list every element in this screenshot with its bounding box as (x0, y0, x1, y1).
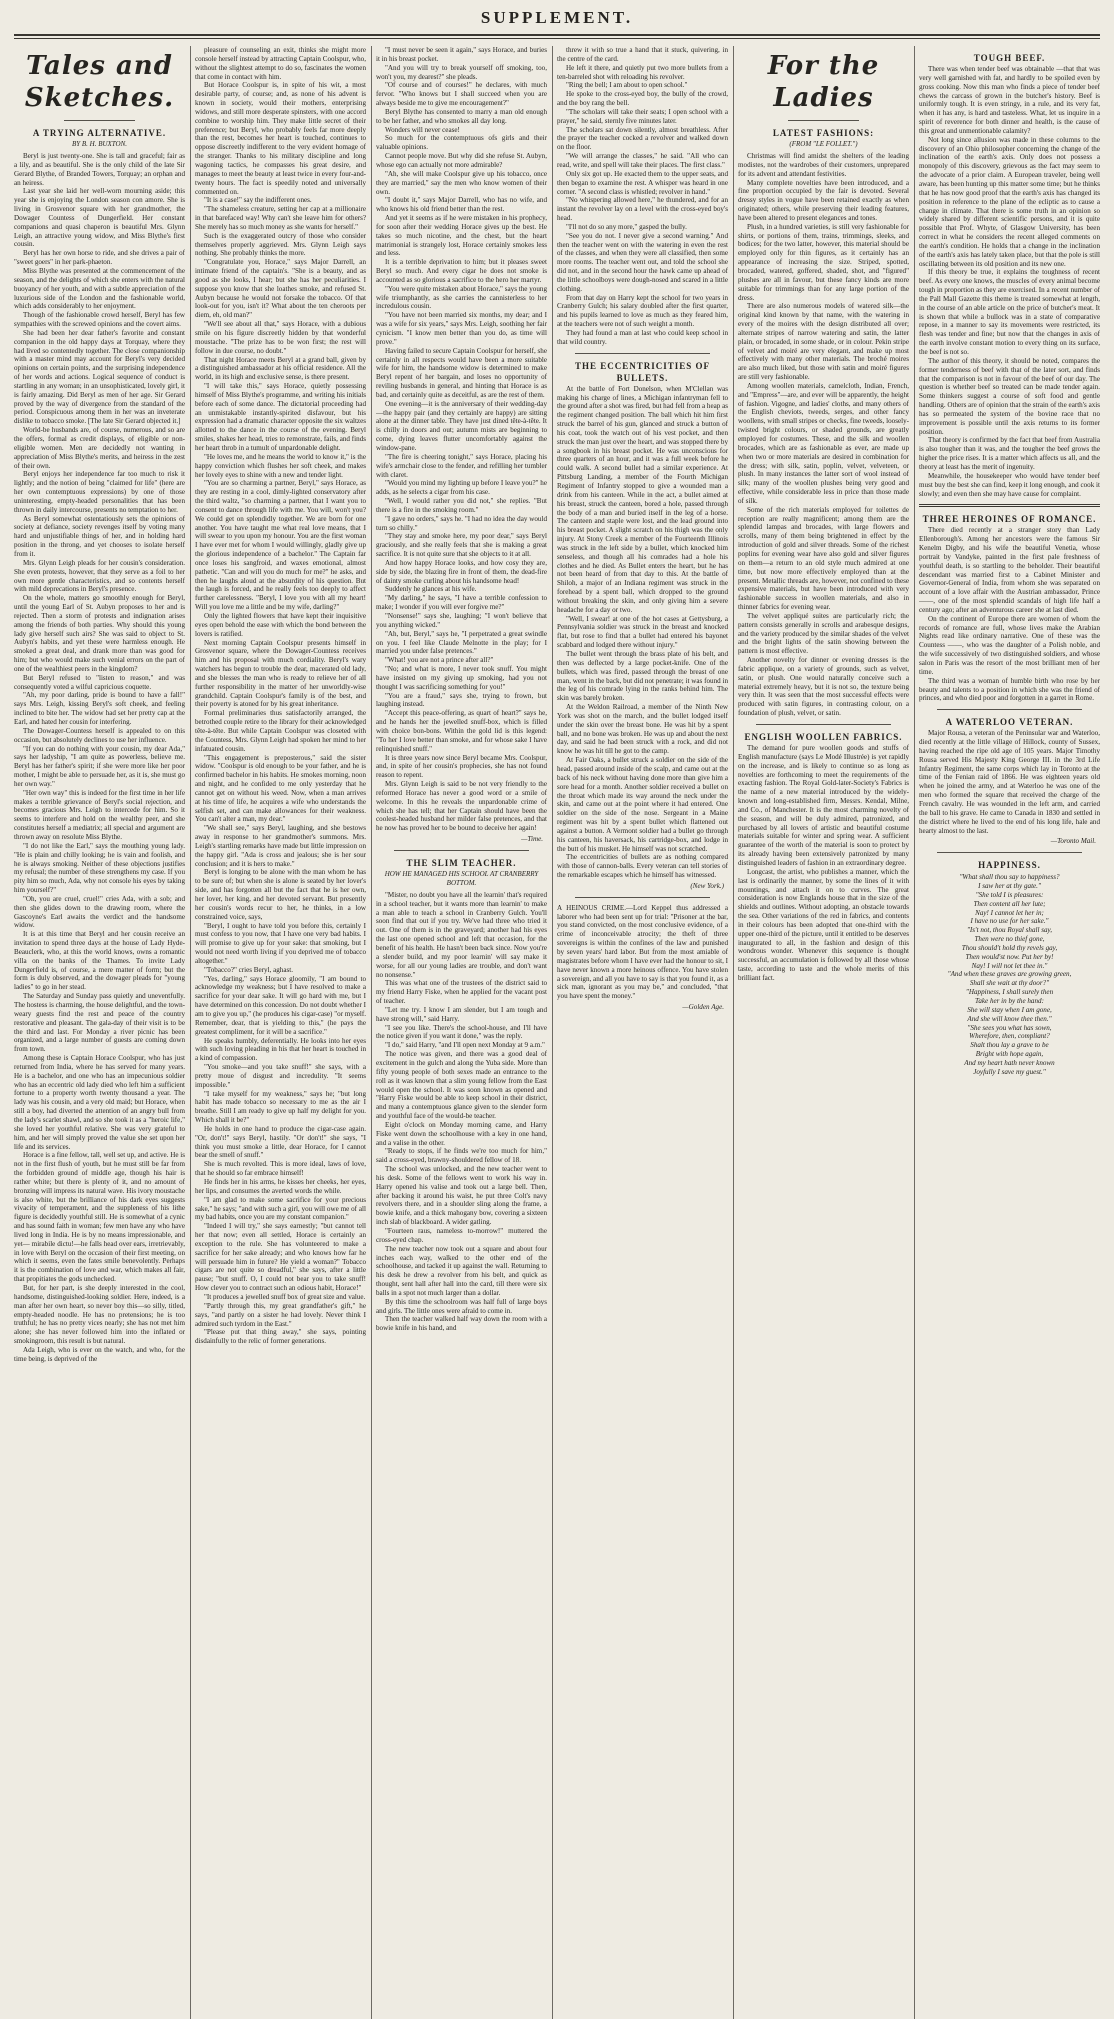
paragraph: Plush, in a hundred varieties, is still very fashionable for shirts, or portions of them, trains, trimmings, sleeks, and bodices; for the two latter, however, this material should be employed only for thin figures, as it certainly has an appearance of increasing the size. Striped, spotted, brocaded, watered, goffered, shaded, shot, and "figured" plushes are all in favour, but these fancy kinds are more suitable for trimmings than for any large portion of the dress. (738, 222, 909, 302)
column-divider (914, 46, 915, 2019)
paragraph: "I do not like the Earl," says the mouthing young lady. "He is plain and chilly looking; he is vain and foolish, and he is always smoking. Neither of these objections justifies my refusal; the number of these strengthens my case. If you pity him so much, Ada, why not console his eyes by taking him yourself?" (14, 841, 185, 895)
paragraph: But Beryl refused to "listen to reason," and was consequently voted a wilful capricious coquette. (14, 673, 185, 691)
column-2 (195, 46, 366, 2019)
paragraph: Only six got up. He exacted them to the upper seats, and then began to examine the rest. A whisper was heard in one corner. "A second class is whistled; revolver in hand." (557, 169, 728, 196)
paragraph: "You are so charming a partner, Beryl," says Horace, as they are resting in a cool, dimly-lighted conservatory after the third waltz, "so charming a partner, that I want you to consent to dance through life with me. You will, won't you? We could get on splendidly together. We are born for one another. You have taught me what real love means, that I will swear to you upon my honour. You are the first woman I have ever met for whom I would willingly, gladly give up the glorious independence of a bachelor." The Captain far once loses his sangfroid, and waxes emotional, almost pathetic. "Can and will you do much for me?" he asks, and then he laughs aloud at the absurdity of his question. But the laugh is forced, and he really feels too deeply to affect further carelessness. "Beryl, I love you with all my heart! Will you love me a little and be my wife, darling?" (195, 479, 366, 612)
paragraph: There died recently at a stranger story than Lady Ellenborough's. Among her ancestors were the famous Sir Kenelm Digby, and his wife the beautiful Venetia, whose portrait by Vandyke, painted in the first pale freshness of youthful death, is so startling to the beholder. Their beautiful descendant was married first to a Cabinet Minister and Governor-General of India, from whom she was separated on account of a love affair with the Austrian ambassador, Prince ——, one of the most splendid scandals of high life half a century ago; after an adventurous career she at last died. (919, 526, 1100, 614)
article-rule (937, 852, 1082, 853)
paragraph: "You were quite mistaken about Horace," says the young wife triumphantly, as she carries the cannisterless to her incredulous cousin. (376, 284, 547, 311)
paragraph: He finds her in his arms, he kisses her cheeks, her eyes, her lips, and consumes the averted words the while. (195, 1178, 366, 1195)
paragraph: And yet it seems as if he were mistaken in his prophecy, for soon after their wedding Horace gives up the best. He takes so much nicotine, and the chest, but the heart matrimonial is strangely lost, Horace certainly smokes less and less. (376, 214, 547, 258)
article-source: (FROM "LE FOLLET.") (789, 140, 858, 148)
poem-line: Nay! I will not let thee in." (971, 961, 1048, 970)
paragraph: One evening—it is the anniversary of their wedding-day—the happy pair (and they certainly are happy) are sitting alone at the dinner table. They have just dined tête-à-tête. It is chilly in doors and out; autumn mists are beginning to come, dying leaves flutter uncomfortably against the window-pane. (376, 399, 547, 452)
paragraph: "And you will try to break yourself off smoking, too, won't you, my dearest?" she pleads. (376, 63, 547, 81)
article-body-slim-teacher-end (557, 46, 728, 347)
poem-line: Then were no thief gone, (974, 935, 1045, 944)
paragraph: "The scholars will take their seats; I open school with a prayer," he said, sternly five minutes later. (557, 107, 728, 125)
paragraph: It is three years now since Beryl became Mrs. Coolspur, and, in spite of her cousin's prophecies, she has not found reason to repent. (376, 753, 547, 780)
paragraph: "Please put that thing away," she says, pointing disdainfully to the relic of former generations. (195, 1328, 366, 1346)
article-title-veteran: A WATERLOO VETERAN. (945, 717, 1074, 728)
column-divider (733, 46, 734, 2019)
article-title-bullets: THE ECCENTRICITIES OF BULLETS. (574, 360, 711, 383)
paragraph: "You have not been married six months, my dear; and I was a wife for six years," says Mrs. Leigh, soothing her fair cynicism. "I know men better than you do, as time will prove." (376, 311, 547, 346)
paragraph: "Ring the bell; I am about to open school." (566, 81, 688, 90)
paragraph: "They stay and smoke here, my poor dear," says Beryl graciously, and she really feels that she is making a great sacrifice. It is not quite sure that she objects to it at all. (376, 532, 547, 559)
paragraph: The eccentricities of bullets are as nothing compared with those of cannon-balls. Every veteran can tell stories of the remarkable escapes which he himself has witnessed. (557, 853, 728, 880)
paragraph: "Tobacco?" cries Beryl, aghast. (204, 965, 294, 974)
article-rule (575, 897, 710, 898)
paragraph: That night Horace meets Beryl at a grand ball, given by a distinguished ambassador at his official residence. All the world, in its high and exclusive sense, is there present. (195, 355, 366, 382)
paragraph: "Yes, darling," says Horace gloomily, "I am bound to acknowledge my weakness; but I have resolved to make a sacrifice for your dear sake. It will go hard with me, but I have determined on this concession. Do not doubt whether I am to give you up," (he produces his cigar-case) "or myself. Remember, dear, that is yielding to this," (he pays the greatest compliment, for it will be a sacrifice." (195, 974, 366, 1036)
poem-line: Wherefore, then, compliant? (969, 1032, 1050, 1041)
page-header (0, 0, 1114, 46)
paragraph: Last year she laid her well-worn mourning aside; this year she is enjoying the London season con amore. She is living in Grosvenor square with her grandmother, the Dowager Countess of Dungerfield. Her constant companions and quasi chaperon is beautiful Mrs. Glynn Leigh, an attractive young widow, and Miss Blythe's first cousin. (14, 187, 185, 249)
paragraph: "I do," said Harry, "and I'll open next Monday at 9 a.m." (385, 1041, 545, 1050)
article-body-heroines (919, 526, 1100, 703)
paragraph: Beryl Blythe has consented to marry a man old enough to be her father, and who smokes all day long. (376, 107, 547, 125)
paragraph: He holds in one hand to produce the cigar-case again. "Or, don't!" says Beryl, hastily. "Or don't!" she says, "I think you must smoke a little, dear Horace, for I cannot bear the smell of snuff." (195, 1124, 366, 1160)
article-rule (575, 353, 710, 354)
filler-heinous-crime: A HEINOUS CRIME.—Lord Keppel thus addressed a laborer who had been sent up for trial: "Prisoner at the bar, you stand convicted, on the most conclusive evidence, of a crime of inconceivable atrocity; the theft of three sovereigns is within the confines of the law and punished by seven years' hard labor. But from the most amiable of magistrates before whom I have ever had the honour to sit, I have never known a more heinous offence. You have stolen a sovereign, and all you have to say is that you found it, as a sick man, ignorant as you may be," and concluded, "that you have spent the money." (557, 903, 728, 1001)
article-body-woollen (738, 744, 909, 983)
article-attribution: —Toronto Mail. (1050, 837, 1096, 846)
paragraph: It is a terrible deprivation to him; but it pleases sweet Beryl so much. And every cigar he does not smoke is accounted as so glorious a sacrifice to the hero her martyr. (376, 258, 547, 284)
column-divider (371, 46, 372, 2019)
poem-line: "What shall thou say to happiness? (959, 873, 1060, 882)
paragraph: He spoke to the cross-eyed boy, the bully of the crowd, and the boy rang the bell. (557, 90, 728, 108)
paragraph: "This engagement is preposterous," said the sister widow. "Coolspur is old enough to be your father, and he is confirmed bachelor in his habits. He smokes morning, noon and night, and he confided to me only yesterday that he cannot get on without his weed. Now, when a man arrives at his time of life, he acquires a wife who understands the selfish set, and can make allowances for their weakness. You can't alter a man, my dear." (195, 753, 366, 824)
poem-line: "And when these graves are growing green, (947, 970, 1072, 979)
paragraph: Beryl enjoys her independence far too much to risk it lightly; and the notion of being "claimed for life" (here are her own contemptuous expressions) by one of those uninteresting, empty-headed personalities that has been thrown in daily intercourse, presents no temptation to her. (14, 470, 185, 514)
paragraph: "I will take this," says Horace, quietly possessing himself of Miss Blythe's programme, and writing his initials before each of some dance. The dictatorial proceeding had an unmistakable instantly-spirited disfavour, but his expression had a dramatic character opposite the six waltzes allotted to the dance in the course of the evening. Beryl smiles, shakes her head, tries to remonstrate, fails, and finds her heart throb in a tumult of unpardonable delight. (195, 382, 366, 452)
paragraph: If this theory be true, it explains the toughness of recent beef. As every one knows, the muscles of every animal become tough in proportion as they are exercised. In a recent number of the Pall Mall Gazette this theme is treated somewhat at length, in the course of an able article on the price of butcher's meat. It is shown that while a bullock was in a state of comparative repose, in a manner to say its movements were restricted, its flesh was tender and fine; but now that the changes in axis of the earth involve constant motion to every thing on its surface, the beef is not so. (919, 268, 1100, 356)
paragraph: She had been her dear father's favorite and constant companion in the old happy days at Torquay, where they had lived so contentedly together. The close companionship with a master mind may account for Beryl's very decided opinions on certain points, and the surprising independence of her words and actions. Logical sequence of conduct is startling in any woman; in an unsophisticated, lovely girl, it is fairly amazing. Did Beryl as men of her age. Sir Gerard proved by the way of divergence from the standard of the period. Conspicuous among them in her was an inveterate dislike to tobacco smoke. [The late Sir Gerard objected it.] (14, 328, 185, 426)
article-body-tough-beef (919, 65, 1100, 498)
paragraph: "Let me try. I know I am slender, but I am tough and have strong will," said Harry. (376, 1005, 547, 1023)
paragraph: He left it there, and quietly put two more bullets from a ten-barreled shot with reloading his revolver. (557, 63, 728, 81)
paragraph: This was what one of the trustees of the district said to my friend Harry Fiske, when he applied for the vacant post of teacher. (376, 979, 547, 1006)
paragraph: Some of the rich materials employed for toilettes de reception are really magnificent; among them are the splendid lampas and brocades, with large flowers and scrolls, many of them being brightened in effect by the introduction of gold and silver threads. Some of the richest poplins for evening wear have also gold and silver figures on them—a return to an old style much admired at one time, but now more effectively employed than at the present. Metallic threads are, however, not confined to these expensive materials, but have been introduced with very fashionable success in woollen materials, and also in thinner fabrics for evening wear. (738, 505, 909, 612)
paragraph: "Would you mind my lighting up before I leave you?" he adds, as he selects a cigar from his case. (376, 479, 547, 497)
story-attribution: —Time. (521, 835, 543, 844)
paragraph: Major Rousa, a veteran of the Peninsular war and Waterloo, died recently at the little village of Hillock, county of Sussex, having reached the ripe old age of 105 years. Major Timothy Rousa served His Majesty King George III. in the 3rd Life Infantry Regiment, the same corps which lay in Toronto at the time of the Fenian raid of 1866. He was eighteen years old when he joined the army, and at Waterloo he was one of the men who formed the square that received the charge of the French cavalry. He was wounded in the left arm, and carried the ball to his grave. He came to Canada in 1830 and settled in the district where he lived to the end of his long life, hale and hearty almost to the last. (919, 729, 1100, 835)
article-body-fashions (738, 152, 909, 718)
paragraph: The demand for pure woollen goods and stuffs of English manufacture (says Le Modé Illustrée) is yet rapidly on the increase, and is likely to continue so as long as novelties are forthcoming to meet the requirements of the exacting fashion. The Royal Gold-later-Society's Fabrics is the name of a new material introduced by the widely-known and long-established firm, Messrs. Kendal, Milne, and Co., of Manchester. It is the most charming novelty of the season, and will be duly admired, patronized, and purchased by all lovers of artistic and beautiful costume materials suitable for winter and spring wear. A sufficient guarantee of the worth of the material is soon to protect by its already having been extensively patronized by many distinguished leaders of fashion in an extraordinary degree. (738, 744, 909, 867)
paragraph: "Ah, she will make Coolspur give up his tobacco, once they are married," say the men who know women of their own. (376, 169, 547, 196)
paragraph: Though of the fashionable crowd herself, Beryl has few sympathies with the screwed opinions and the covert aims. (14, 311, 185, 329)
paragraph: Cannot people move. But why did she refuse St. Aubyn, whose ego can actually not more admirable? (376, 152, 547, 169)
article-title-woollen: ENGLISH WOOLLEN FABRICS. (744, 732, 903, 742)
poem-line: And she will know thee then." (967, 1014, 1052, 1023)
paragraph: The bullet went through the brass plate of his belt, and then was deflected by a large pocket-knife. One of the bullets, which was fired, passed through the breast of one man, went in the back, but did not penetrate; it was found in the leg of his comrade lying in the ranks behind him. The skin was barely broken. (557, 650, 728, 703)
paragraph: Beryl has her own horse to ride, and she drives a pair of "sweet goers" in her park-phaeton. (14, 249, 185, 267)
paragraph: On the whole, matters go smoothly enough for Beryl, until the young Earl of St. Aubyn proposes to her and is rejected. Then a storm of protests and indignation arises among the friends of both parties. Why should this young lady give herself such airs? She was said to object to St. Aubyn's habits, and yet these were harmless enough. He smoked a great deal, and drank more than was good for him; but who would make such venial errors on the part of one of the wealthiest peers in the kingdom? (14, 594, 185, 673)
paragraph: Ada Leigh, who is ever on the watch, and who, for the time being, is deprived of the (14, 1345, 185, 1363)
paragraph: Longcast, the artist, who publishes a manner, which the last is ordinarily the manner, by some the lines of it with mountings, and attach it on to curves. The great consideration is now Englands house that in the size of the shields and outlines. Without adopting, an obstacle towards the sea. Other variations of the red in fabrics, and contents in their colours has been adopted that one-third with the upper one-third of the picture, until it entitled to be deserves inaugurated to all, in the fashion and design of this wondrous wonder. Whenever this sequence is thought successful, an accumulation is followed by all those whose taste, according to taste and the whole merits of this brilliant fact. (738, 867, 909, 982)
column-divider (190, 46, 191, 2019)
poem-line: I have no use for her sake." (970, 917, 1049, 926)
paragraph: Meanwhile, the housekeeper who would have tender beef must buy the best she can find, keep it long enough, and cook it slowly; and even then she may have cause for complaint. (919, 471, 1100, 498)
story-author: BY B. H. BUXTON. (71, 140, 128, 148)
paragraph: "We will arrange the classes," he said. "All who can read, write, and spell will take their places. The first class." (557, 152, 728, 169)
poem-line: "Is't not, thou Royal shall say, (966, 926, 1053, 935)
poem-line: "She told I is pleasures: (975, 890, 1044, 899)
paragraph: Among woollen materials, camelcloth, Indian, French, and "Empress"—are, and ever will be apparently, the height of fashion. Vigogne, and ladies' cloths, and many others of the English cheviots, tweeds, serges, and other fancy woollens, with small stripes or checks, fine tweeds, loosely-twisted bright colours, or shaded grounds, are greatly employed for costumes. These, and the silk and woollen brocades, which are as fashionable as ever, are made up when two or more materials are desired in combination for the dress; with silk, satin, poplin, velvet, velveteen, or plush. In many instances the latter sort of wool instead of silk; many of the woollen plushes being very good and effective, while considerable less in price than those made of silk. (738, 381, 909, 505)
paragraph: Not long since allusion was made in these columns to the discovery of an Ohio philosopher concerning the change of the inclination of the earth's axis. Only does not possess a monopoly of this discovery, grievous as the fact may seem to the advocate of a prior claim. A European traveler, being well aware, has been hunting up this matter some time; but he thinks that he has now good proof that the earth's axis has changed its position in reference to the plane of the ecliptic as to cause a change in climate. That there is some truth in an opinion so widely shared by different scientific persons, and it is quite possible that Prof. Whyte, of Glasgow University, has been correct in what he considers the recent alleged comments on the earth's condition. He holds that a change in the inclination of the earth's axis has lately taken place, but that the pole is still oscillating between its old position and its new one. (919, 135, 1100, 268)
paragraph: "Indeed I will try," she says earnestly; "but cannot tell her that now; even all settled, Horace is certainly an exception to the rule. She has volunteered to make a sacrifice for her sake already; and who knows how far he will persuade him in future? He yield a woman?" Tobacco cigars are not quite so dreadful," she says, after a little pause; "but snuff. O, I could not bear you to take snuff! How clever you to contract such an odious habit, Horace!" (195, 1222, 366, 1293)
poem-line: Nay! I cannot let her in; (975, 908, 1044, 917)
column-6 (919, 46, 1100, 2019)
paragraph: Formal preliminaries thus satisfactorily arranged, the betrothed couple retire to the library for their acknowledged tête-à-tête. But while Captain Coolspur was closeted with the Countess, Mrs. Glynn Leigh had spoken her mind to her infatuated cousin. (195, 709, 366, 753)
poem-line: Then would'st now. Put her by! (965, 952, 1054, 961)
paragraph: Suddenly he glances at his wife. (385, 585, 477, 594)
section-title-ladies: For the Ladies (767, 51, 880, 113)
paragraph: At the battle of Fort Donelson, when M'Clellan was making his charge of lines, a Michigan infantryman fell to the ground after a shot was fired, but had fell from a heap as the regiment changed position. The ball which hit him first struck the barrel of his gun, glanced and struck a button of his coat, took the watch out of his vest pocket, and then struck the man just over the heart, and was stopped there by a songbook in his breast pocket. He was unconscious for three quarters of an hour, and it was a full week before he could walk. A second bullet had a similar experience. At Pittsburg Landing, a member of the Fourth Michigan Regiment of Infantry stopped to give a wounded man a drink from his canteen. While in the act, a bullet aimed at his breast, struck the canteen, bored a hole, passed through the body of a man and buried itself in the leg of a horse. The canteen and staple were lost, and the lead ground into his breast pocket. A slight scratch on his thigh was the only injury. At Stony Creek a member of the Fourteenth Illinois was struck in the left side by a bullet, which knocked him senseless, and though all his comrades had a hole his clothes and he died. As Bullet enters the heart, but he has not been heard of from that day to this. At the battle of Shiloh, a major of an Indiana regiment was struck in the forehead by a spent ball, which dropped to the ground without breaking the skin, and only giving him a severe headache for a day or two. (557, 384, 728, 614)
poem-line: And my heart hath never known (964, 1058, 1055, 1067)
section-title-tales: Tales and Sketches. (24, 51, 175, 113)
paragraph: Wonders will never cease! (385, 125, 460, 134)
paragraph: She is much revolted. This is more ideal, laws of love, that he should so far embrace himself! (195, 1160, 366, 1178)
column-divider (552, 46, 553, 2019)
paragraph: "No whispering allowed here," he thundered, and for an instant the revolver lay on a level with the cross-eyed boy's head. (557, 196, 728, 223)
paragraph: The author of this theory, it should be noted, compares the former tenderness of beef with that of the later sort, and finds that the comparison is not in favour of the beef of our day. The question is whether beef so treated can be made tender again. Some thinkers suggest a course of soft food and gentle handling. Others are of opinion that the strain of the earth's axis has so permeated the system of the bovine race that no improvement is possible until the axis returns to its former position. (919, 356, 1100, 436)
paragraph: Eight o'clock on Monday morning came, and Harry Fiske went down the schoolhouse with a key in one hand, and a valise in the other. (376, 1120, 547, 1147)
paragraph: "Of course and of courses!" he declares, with much fervor. "Who knows but I shall succeed when you are always beside me to give me encouragement?" (376, 81, 547, 108)
paragraph: "I am glad to make some sacrifice for your precious sake," he says; "and with such a girl, you will owe me of all my bad habits, once you are my constant companion." (195, 1195, 366, 1222)
paragraph: "I gave no orders," says he. "I had no idea the day would turn so chilly." (376, 514, 547, 532)
paragraph: "See you do not. I never give a second warning." And then the teacher went on with the watering in even the rest of the classes, and when they were all classified, then some more rooms. The teacher went out, and told the school she did not, and in the second hour the hawk came up ahead of the little schoolboys were dough-nosed and scared in a little clothing. (557, 231, 728, 293)
filler-attribution: —Golden Age. (682, 1003, 724, 1012)
paragraph: But, for her part, is she deeply interested in the cool, handsome, distinguished-looking soldier. Here, indeed, is a man after her own heart, so never boy this—so silly, titled, empty-headed noodle. He has no pretensions; he is too truthful; he has no pretty vices nearly; she has not met him alone; she has never followed him into the inflated or smokingroom, this result is but natural. (14, 1284, 185, 1346)
column-1 (14, 46, 185, 2019)
paragraph: Beryl is longing to be alone with the man whom he has to be sure of; but when she is alone is seated by her lover's side, and has forgotten all but the fact that he is her own, her lover, her king, and her devoted servant. But presently her cousin's words recur to her, he thinks, in a low constrained voice, says, (195, 868, 366, 921)
paragraph: "My darling," he says, "I have a terrible confession to make; I wonder if you will ever forgive me?" (376, 594, 547, 612)
poem-line: She will stay when I am gone, (967, 1005, 1052, 1014)
paragraph: The third was a woman of humble birth who rose by her beauty and talents to a position in which she was the friend of princes, and who died poor and forgotten in a garret in Rome. (919, 676, 1100, 703)
section-rule (788, 120, 859, 121)
paragraph: The Dowager-Countess herself is appealed to on this occasion, but absolutely declines to use her influence. (14, 726, 185, 744)
article-title-slim-teacher: THE SLIM TEACHER. (406, 857, 517, 868)
column-5 (738, 46, 909, 2019)
paragraph: "Well, I swear! at one of the hot cases at Gettysburg, a Pennsylvania soldier was struck in the breast and knocked flat, but rose to find that a bullet had entered his bayonet scabbard and lodged there without injury." (557, 614, 728, 650)
paragraph: Mrs. Glynn Leigh pleads for her cousin's consideration. She even protests, however, that they serve as a foil to her own more gentle characteristics, and so contents herself with mild deprecations in Beryl's presence. (14, 558, 185, 594)
article-rule-double (919, 504, 1100, 507)
poem-line: Then content all her lute; (973, 899, 1046, 908)
paragraph: "Congratulate you, Horace," says Major Darrell, an intimate friend of the captain's. "She is a beauty, and as good as she looks, I hear; but she has her peculiarities. I suppose you know that she loathes smoke, and refused St. Aubyn because he would not forsake the tobacco. Of that look-out for you, isn't it? What about the ten cheroots per diem, eh, old man?" (195, 258, 366, 320)
paragraph: "I take myself for my weakness," says he; "but long habit has made tobacco so necessary to me as the air I breathe. Still I am ready to give up half my delight for you. Which shall it be?" (195, 1089, 366, 1125)
paragraph: "We'll see about all that," says Horace, with a dubious smile on his figure discreetly hidden by that wonderful moustache. "The prize has to be won first; the rest will follow in due course, no doubt." (195, 320, 366, 355)
article-title-fashions: LATEST FASHIONS: (772, 128, 875, 138)
paragraph: "If you can do nothing with your cousin, my dear Ada," says her ladyship, "I am quite as powerless, believe me. Beryl has her father's spirit; if she were more like her poor mother, I might be able to persuade her, as it is, she must go her own way." (14, 744, 185, 788)
header-rule (14, 34, 1100, 36)
paragraph: On the continent of Europe there are women of whom the records of romance are full, whose lives make the Arabian Nights read like ordinary narrative. One of these was the Countess ——, who was the daughter of a Polish noble, and the wife successively of two distinguished soldiers, and whose salon in Paris was the resort of the most brilliant men of her time. (919, 614, 1100, 676)
paragraph: Then the teacher walked half way down the room with a bowie knife in his hand, and (376, 1315, 547, 1333)
poem-line: I saw her at thy gate." (978, 882, 1041, 891)
paragraph: There was when tender beef was obtainable —that that was very well garnished with fat, and hardly to be spoiled even by gross cooking. Now this man who finds a piece of tender beef chews the carcass of grown in the butcher's history. Beef is uniformly tough. It is even stringy, in a rule, and its very fat, when it has any, is hard and tasteless. What, let us inquire in a spirit of reverence for both dinner and health, is the cause of this great and unmentionable calamity? (919, 65, 1100, 135)
paragraph: He speaks humbly, deferentially. He looks into her eyes with such loving pleading in his that her heart is touched in a kind of compassion. (195, 1036, 366, 1063)
paragraph: World-be husbands are, of course, numerous, and so are the offers, formal as credit displays, of eligible or non-eligible women. Men are decidedly not wanting in appreciation of Miss Blythe's merits, and heiress in the zest of their own. (14, 426, 185, 470)
paragraph: The school was unlocked, and the new teacher went to his desk. Some of the fellows went to work his way in. Harry opened his valise and took out a large bell. Then, after backing it around his waist, he put three Colt's navy revolvers there, and in a shoulder sling along the frame, a bowie knife, and a thick mahogany bow, covering a sixteen inch slab of blackboard. A wider gatling. (376, 1165, 547, 1227)
paragraph: There are also numerous models of watered silk—the original kind known by that name, with the watering in every of the moires with the design distributed all over; alternate stripes of narrow watering and satin, the latter plain, or brocaded, in some shade, or in colour. Pekin stripe of velvet and moiré are very elegant, and make up most effectively with many other materials. The broché moires are also much liked, but those with satin and moiré figures are still very fashionable. (738, 302, 909, 382)
paragraph: Miss Blythe was presented at the commencement of the season, and the delights of which she enters with the natural buoyancy of her youth, and with a subtle appreciation of the luxurious side of the London and the fashionable world, which adds considerably to her enjoyment. (14, 266, 185, 311)
paragraph: pleasure of counseling an exit, thinks she might more console herself instead by attracting Captain Coolspur, who, without the slightest attempt to do so, fascinates the women that come in contact with him. (195, 46, 366, 81)
paragraph: "Mister, no doubt you have all the learnin' that's required in a school teacher, but it wants more than learnin' to make a man able to teach a school in Cranberry Gulch. You'll soon find that out if you try. We've had three who tried it out. One of them is in the graveyard; another had his eyes the last one opened school and left that occasion, for the benefit of his health. He hasn't been back since. Now you're a slender build, and my poor learnin' will say make it worse, for all our young ladies are trouble, and don't want no nonsense." (376, 890, 547, 979)
paragraph: Mrs. Glynn Leigh is said to be not very friendly to the reformed Horace has never a good word or a smile of welcome. In this he reveals the unpardonable crime of which she has tell; that her Captain should have been the coolest-headed husband her milder false pretences, and that he now has proved her to be bound to deceive her again! (376, 780, 547, 833)
paragraph: "What! you are not a prince after all?" (385, 656, 494, 665)
paragraph: Having failed to secure Captain Coolspur for herself, she certainly in all respects would have been a more suitable wife for him, the handsome widow is determined to make Beryl repent of her bargain, and loses no opportunity of reviling husbands in general, and hinting that Horace is as bad, and certainly quite as deceitful, as are the rest of them. (376, 346, 547, 399)
article-title-heroines: THREE HEROINES OF ROMANCE. (922, 514, 1097, 525)
paragraph: "He loves me, and he means the world to know it," is the happy conviction which flushes her soft cheek, and makes her lovely eyes to shine with a new and tender light. (195, 452, 366, 479)
paragraph: As Beryl somewhat ostentatiously sets the opinions of society at defiance, society revenges itself by voting many hard and unjustifiable things of her, and in holding hard position in the throng, and yet chooses to isolate herself from it. (14, 514, 185, 558)
paragraph: "Ah, my poor darling, pride is bound to have a fall!" says Mrs. Leigh, kissing Beryl's soft cheek, and feeling inclined to bite her. The widow had set her pretty cap at the Earl, and hated her cousin for interfering. (14, 691, 185, 726)
page-title: SUPPLEMENT. (480, 8, 634, 27)
article-attribution: (New York.) (690, 881, 724, 890)
paragraph: "We shall see," says Beryl, laughing, and she bestows away in response to her grandmother's summons. Mrs. Leigh's startling remarks have made but little impression on the happy girl. "Ada is cross and jealous; she is her sour conclusion; and it is hers to make." (195, 824, 366, 868)
paragraph: "I'll not do so any more," gasped the bully. (566, 222, 687, 231)
paragraph: Another novelty for dinner or evening dresses is the fabric applique, on a variety of grounds, such as velvet, satin, or plush. One would naturally conceive such a material extremely heavy, but it is not so, the texture being very thin. It was seen that the most successful effects were produced with satin figures, in contrasting colour, on a foundation of plush, velvet, or satin. (738, 656, 909, 718)
poem-line: Bright with hope again, (975, 1050, 1044, 1059)
paragraph: threw it with so true a hand that it stuck, quivering, in the centre of the card. (557, 46, 728, 63)
column-3 (376, 46, 547, 2019)
paragraph: "Well, I would rather you did not," she replies. "But there is a fire in the smoking room." (376, 497, 547, 514)
paragraph: The Saturday and Sunday pass quietly and uneventfully. The hostess is charming, the house delightful, and the town-weary guests find the rest and peace of the country restorative and pleasant. The gala-day of their visit is to be the third and last. For Monday a river picnic has been organized, and a large number of guests are coming down from town. (14, 992, 185, 1054)
paragraph: At the Weldon Railroad, a member of the Ninth New York was shot on the march, and the bullet lodged itself under the skin over the breast bone. He was hit by a spent ball, and no bone was broken. He was up and about the next day, and said he had been struck with a rock, and did not know he was hit till he got to the camp. (557, 703, 728, 756)
paragraph: The velvet appliqué suites are particularly rich; the pattern consists generally in scrolls and arabesque designs, and the variety produced by the similar shades of the velvet and the bright lights of the satin showing between the pattern is most effective. (738, 611, 909, 656)
paragraph: Christmas will find amidst the shelters of the leading modistes, not the wardrobes of their customers, unprepared for its advent and attendant festivities. (738, 152, 909, 178)
paragraph: Next morning Captain Coolspur presents himself in Grosvenor square, where the Dowager-Countess receives him and his proposal with much cordiality. Beryl's wary watchers has begun to trouble the dear, macerated old lady, and she blesses the man who is ready to relieve her of all further responsibility in the matter of her unworldly-wise grandchild. Captain Coolspur's family is of the best, and their poverty is atoned for by his great inheritance. (195, 638, 366, 709)
paragraph: "The fire is cheering tonight," says Horace, placing his wife's armchair close to the fender, and refilling her tumbler with claret. (376, 452, 547, 479)
paragraph: And how happy Horace looks, and how cosy they are, side by side, the blazing fire in front of them, the dead-fire of dainty smoke curling about his handsome head! (376, 558, 547, 585)
article-body-bullets (557, 385, 728, 880)
column-4 (557, 46, 728, 2019)
poem-body (919, 873, 1100, 1076)
paragraph: "Her own way" this is indeed for the first time in her life makes a terrible grievance of Beryl's social rejection, and becomes gracious Mrs. Leigh to intercede for him. So it seems to interfere and hold on the wealthy peer, and she constitutes herself a mediatrix; all special and argument are thrown away on resolute Miss Blythe. (14, 788, 185, 841)
paragraph: So much for the contemptuous ofs girls and their valuable opinions. (376, 134, 547, 152)
poem-line: Shalt thou lay a grave to be (970, 1041, 1049, 1050)
paragraph: Many complete novelties have been introduced, and a fine proportion occupied by the fair is devoted. Several dressy styles in vogue have been retained exactly as when originated; others, while preserving their leading features, have been altered to present elegances and tones. (738, 178, 909, 222)
poem-line: Joyfully I save my guest." (973, 1067, 1046, 1076)
paragraph: The scholars sat down silently, almost breathless. After the prayer the teacher cocked a revolver and walked down on the floor. (557, 125, 728, 152)
paragraph: "Ah, but, Beryl," says he, "I perpetrated a great swindle on you. I feel like Claude Melnotte in the play; for I married you under false pretences." (376, 629, 547, 656)
paragraph: "You are a fraud," says she, trying to frown, but laughing instead. (376, 691, 547, 709)
story-title: A TRYING ALTERNATIVE. (32, 128, 167, 138)
poem-line: "Happiness, I shall surely then (965, 988, 1054, 997)
paragraph: The new teacher now took out a square and about four inches each way, walked to the other end of the schoolhouse, and tacked it up against the wall. Returning to his desk he drew a revolver from his belt, and quick as thought, sent hall after hall into the card, till there were six balls in a spot not much larger than a dollar. (376, 1244, 547, 1297)
story-body-continued (195, 46, 366, 1346)
section-rule (64, 120, 135, 121)
paragraph: "Oh, you are cruel, cruel!" cries Ada, with a sob; and then she glides down to the drawing room, where the Gascoyne's Earl awaits the verdict and the handsome widow. (14, 894, 185, 930)
article-title-tough-beef: TOUGH BEEF. (973, 53, 1046, 63)
paragraph: It is at this time that Beryl and her cousin receive an invitation to spend three days at the house of Lady Hyde-Beauclerk, who, at this the world knows, owns a romantic villa on the banks of the Thames. To invite Lady Dungerfield is, of course, a mere matter of form; but the form is duly observed, and the dowager pleads for "young ladies" to go in her stead. (14, 930, 185, 992)
paragraph: "Fourteen raus, nameless to-morrow!" muttered the cross-eyed chap. (376, 1227, 547, 1244)
article-rule (937, 709, 1082, 710)
article-body-slim-teacher (376, 891, 547, 1333)
paragraph: "Partly through this, my great grandfather's gift," he says, "and partly on a sister he had lovely. Never think I admired such tyrdom in the East." (195, 1301, 366, 1328)
article-rule (394, 850, 529, 851)
poem-title-happiness: HAPPINESS. (978, 860, 1041, 871)
header-rule-thin (14, 38, 1100, 39)
paragraph: That theory is confirmed by the fact that beef from Australia is also tougher than it was, and the tougher the beef grows the higher the price rises. It is a matter which affects us all, and the theory at least has the merit of ingenuity. (919, 436, 1100, 471)
paragraph: "Ready to stops, if he finds we're too much for him," said a cross-eyed, brawny-shouldered fellow of 18. (376, 1147, 547, 1165)
paragraph: But Horace Coolspur is, in spite of his wit, a most desirable party, of course; and, as none of his advent is known in society, would their mothers, enterprising widows, and still more desperate spinsters, with one accord combine to worship him. They make little secret of their preference; but Beryl, who probably feels far more deeply than the rest, becomes her heart is touched, continues to oppose discreetly indifferent to the very evident homage of the stranger. Thanks to his military discipline and long wagoning tactics, he compasses his great desire, and manages to meet the beauty at least twice in every four-and-twenty hours. The fact is speedily noted and universally commented on. (195, 81, 366, 196)
article-subtitle: HOW HE MANAGED HIS SCHOOL AT CRANBERRY BOTTOM. (384, 869, 539, 887)
paragraph: "I must never be seen it again," says Horace, and buries it in his breast pocket. (376, 46, 547, 63)
paragraph: From that day on Harry kept the school for two years in Cranberry Gulch; his salary doubled after the first quarter, and his pupils learned to love as much as they feared him, at the teachers were not of such weight a month. (557, 293, 728, 329)
paragraph: "Accept this peace-offering, as quart of heart?" says he, and he hands her the jewelled snuff-box, which is filled with choice bon-bons. Within the gold lid is this legend: "To her I love better than smoke, and for whose sake I have relinquished snuff." (376, 709, 547, 753)
paragraph: "I see you like. There's the school-house, and I'll have the notice given if you want it done," was the reply. (376, 1023, 547, 1041)
article-body-veteran (919, 729, 1100, 835)
paragraph: They had found a man at last who could keep school in that wild country. (557, 329, 728, 346)
paragraph: "The shameless creature, setting her cap at a millionaire in that barefaced way! Why can't she leave him for others? She merely has so much money as she wants for herself." (195, 205, 366, 231)
paragraph: The notice was given, and there was a good deal of excitement in the gulch and along the Yuba side. More than fifty young people of both sexes made an entrance to the roll as it was known that a slim young fellow from the East would open the school. It was soon known as opened and "Harry Fiske would be able to keep school in their district, and many a contemptuous glance given to the slender form and youthful face of the would-be teacher. (376, 1050, 547, 1121)
story-body (14, 152, 185, 1364)
paragraph: "No; and what is more, I never took snuff. You might have insisted on my giving up smoking, had you not thought I was sacrificing something for you!" (376, 665, 547, 691)
paragraph: Horace is a fine fellow, tall, well set up, and active. He is not in the first flush of youth, but he must still be far from the forbidden ground of middle age, though his hair is rather white; but there is plenty of it, and no amount of bronzing will impress its natural wave. His ivory moustache is also white, but the brilliance of his dark eyes suggests vivacity of temperament, and the suppleness of his lithe figure is decidedly youthful still. He is somewhat of a cynic and has sound faith in woman; few men have any who have lived long in India. He is by no means impressionable, and yet— mirabile dictu!—he falls head over ears, irretrievably, in love with Beryl on the occasion of their first meeting, on which it seems, even the fates smile benevolently. Perhaps it is the combination of love and war, which makes all fair, that propitiates the gods unchecked. (14, 1151, 185, 1284)
paragraph: "It produces a jewelled snuff box of great size and value. (204, 1292, 366, 1301)
paragraph: "You smoke—and you take snuff!" she says, with a pretty moue of disgust and incredulity. "It seems impossible." (195, 1063, 366, 1089)
paragraph: At Fair Oaks, a bullet struck a soldier on the side of the head, passed around inside of the scalp, and came out at the back of his neck without having done more than give him a sore head for a month. Another soldier received a bullet on the throat which made its way around the neck under the skin, and came out at the point where it had entered. One soldier on the side of the nose. Sergeant in a Maine regiment was hit by a spent bullet which flattened out against a button. A Vermont soldier had a bullet go through his canteen, his haversack, his cartridge-box, and lodge in the butt of his musket. He himself was not scratched. (557, 756, 728, 853)
paragraph: Among these is Captain Horace Coolspur, who has just returned from India, where he has served for many years. He is a bachelor, and one who has an impecunious soldier who has an eccentric old lady died who left him a sufficient fortune to a property worth twenty thousand a year. The lady was his cousin, and a very old maid; but Horace, when still a boy, had diverted the attention of an angry bull from the lady's scarlet shawl, and so she took it as a "heroic life," she loved her youthful relative. She was very grateful to him, and her will simply proved the value she set upon her life and its services. (14, 1054, 185, 1151)
poem-line: Thou should't hold thy revels gay, (961, 943, 1058, 952)
poem-line: Shall she wait at thy door?" (969, 979, 1050, 988)
article-rule (756, 724, 891, 725)
paragraph: Only the lighted flowers that have kept their inquisitive eyes open behold the ease with which the bond between the lovers is ratified. (195, 612, 366, 638)
paragraph: By this time the schoolroom was half full of large boys and girls. The little ones were afraid to come in. (376, 1297, 547, 1315)
paragraph: "I doubt it," says Major Darrell, who has no wife, and who knows his old friend better than the rest. (376, 196, 547, 214)
story-body-ending (376, 46, 547, 833)
paragraph: Beryl is just twenty-one. She is tall and graceful; fair as a lily, and as beautiful. She is the only child of the late Sir Gerard Blythe, of Branded Towers, Torquay; an orphan and an heiress. (14, 152, 185, 187)
paragraph: "It is a case!" say the indifferent ones. (204, 196, 312, 205)
poem-line: "She sees you what has sown, (967, 1023, 1052, 1032)
poem-line: Take her in by the hand: (975, 997, 1044, 1005)
paragraph: Such is the exaggerated outcry of those who consider themselves properly aggrieved. Mrs. Glynn Leigh says nothing. She probably thinks the more. (195, 231, 366, 258)
paragraph: "Beryl, I ought to have told you before this, certainly I must confess to you now, that I have one very bad habits. I will promise to give up for your sake: that smoking, but I would not need worth living if you deprived me of tobacco altogether." (195, 921, 366, 965)
paragraph: "Nonsense!" says she, laughing; "I won't believe that you anything wicked." (376, 612, 547, 629)
